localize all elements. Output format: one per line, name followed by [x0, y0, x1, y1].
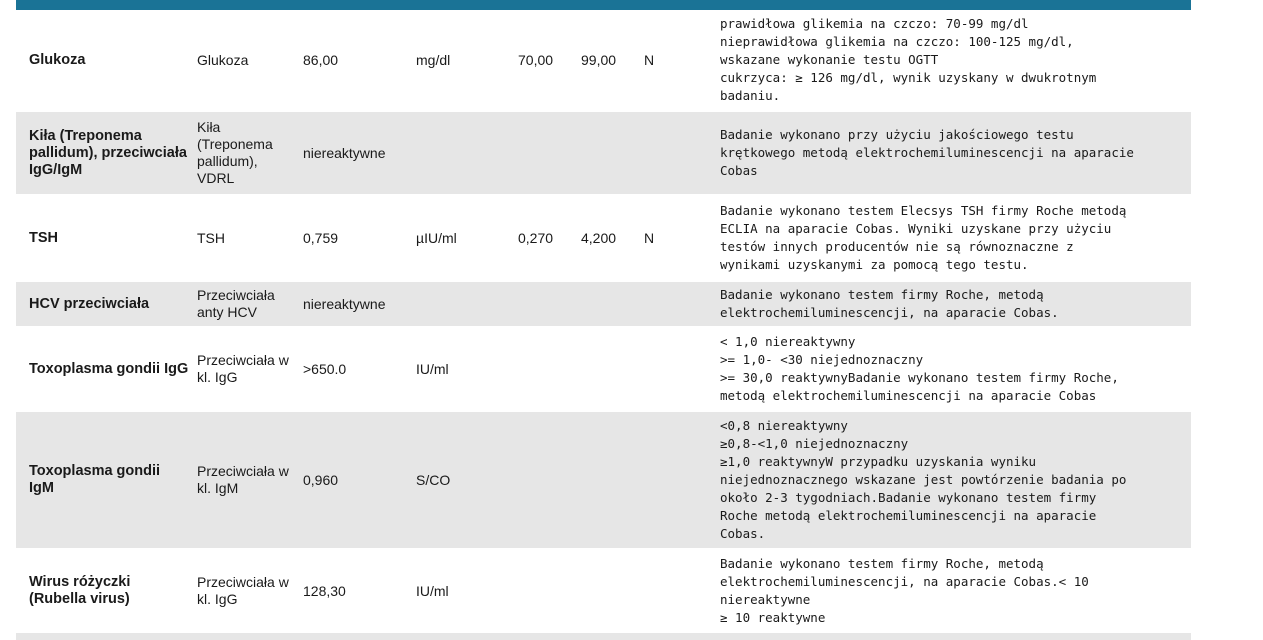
test-parameter: Przeciwciała w kl. IgM: [197, 463, 289, 496]
test-description: Badanie wykonano przy użyciu jakościowego testu krętkowego metodą elektrochemiluminescencji na aparacie Cobas: [720, 127, 1134, 178]
range-high: [581, 328, 636, 410]
norm-flag: [644, 282, 684, 326]
range-low: [518, 282, 573, 326]
range-low: [518, 328, 573, 410]
test-result: niereaktywne: [303, 295, 386, 312]
test-result: 86,00: [303, 51, 339, 68]
range-high: [581, 112, 636, 194]
test-description: Badanie wykonano testem Elecsys TSH firmy Roche metodą ECLIA na aparacie Cobas. Wyniki uzyskane przy użyciu testów innych producentów nie są równoznaczne z wynikami uzyskanymi za pomocą tego testu.: [720, 203, 1127, 272]
test-result: niereaktywne: [303, 144, 386, 161]
test-parameter: Przeciwciała anty HCV: [197, 287, 275, 320]
test-parameter: Przeciwciała w kl. IgG: [197, 574, 289, 607]
test-description: Badanie wykonano testem firmy Roche, metodą elektrochemiluminescencji, na aparacie Cobas.< 10 niereaktywne ≥ 10 reaktywne: [720, 556, 1089, 625]
table-row: [16, 328, 1191, 412]
test-description: Badanie wykonano testem firmy Roche, metodą elektrochemiluminescencji, na aparacie Cobas.: [720, 287, 1059, 320]
test-parameter: Kiła (Treponema pallidum), VDRL: [197, 119, 273, 186]
test-unit: µIU/ml: [416, 229, 457, 246]
test-unit: mg/dl: [416, 51, 451, 68]
range-high: [581, 282, 636, 326]
test-name: Toxoplasma gondii IgG: [29, 360, 189, 377]
norm-flag: [644, 550, 684, 632]
test-unit: IU/ml: [416, 360, 449, 377]
test-name: Wirus różyczki (Rubella virus): [29, 574, 131, 607]
range-low: 0,270: [518, 229, 554, 246]
test-parameter: Przeciwciała w kl. IgG: [197, 352, 289, 385]
norm-flag: [644, 112, 684, 194]
results-table: [16, 10, 1191, 634]
table-row: [16, 196, 1191, 282]
test-description: <0,8 niereaktywny ≥0,8-<1,0 niejednoznaczny ≥1,0 reaktywnyW przypadku uzyskania wyniku niejednoznacznego wskazane jest powtórzenie badania po około 2-3 tygodniach.Badanie wykonano testem firmy Roche metodą elektrochemiluminescencji na aparacie Cobas.: [720, 418, 1127, 541]
table-row: [16, 10, 1191, 112]
norm-flag: N: [644, 51, 655, 68]
norm-flag: N: [644, 229, 655, 246]
next-row-edge: [16, 633, 1191, 640]
test-result: 128,30: [303, 582, 346, 599]
range-low: 70,00: [518, 51, 554, 68]
test-unit: [416, 112, 511, 194]
table-row: [16, 282, 1191, 328]
test-unit: IU/ml: [416, 582, 449, 599]
test-result: >650.0: [303, 360, 347, 377]
test-name: Kiła (Treponema pallidum), przeciwciała IgG/IgM: [29, 127, 187, 178]
norm-flag: [644, 412, 684, 548]
table-row: [16, 112, 1191, 196]
range-high: 99,00: [581, 51, 617, 68]
test-parameter: Glukoza: [197, 51, 249, 68]
test-name: HCV przeciwciała: [29, 295, 150, 312]
table-header-bar: [16, 0, 1191, 10]
test-description: prawidłowa glikemia na czczo: 70-99 mg/dl nieprawidłowa glikemia na czczo: 100-125 mg/dl, wskazane wykonanie testu OGTT cukrzyca: ≥ 126 mg/dl, wynik uzyskany w dwukrotnym badaniu.: [720, 16, 1097, 103]
range-high: [581, 412, 636, 548]
range-high: 4,200: [581, 229, 617, 246]
range-low: [518, 412, 573, 548]
test-name: Toxoplasma gondii IgM: [29, 463, 161, 496]
test-parameter: TSH: [197, 229, 225, 246]
test-name: Glukoza: [29, 51, 86, 68]
range-low: [518, 112, 573, 194]
range-high: [581, 550, 636, 632]
range-low: [518, 550, 573, 632]
test-name: TSH: [29, 229, 58, 246]
test-unit: S/CO: [416, 471, 451, 488]
norm-flag: [644, 328, 684, 410]
table-row: [16, 412, 1191, 550]
test-result: 0,960: [303, 471, 339, 488]
table-row: [16, 550, 1191, 634]
test-unit: [416, 282, 511, 326]
test-description: < 1,0 niereaktywny >= 1,0- <30 niejednoznaczny >= 30,0 reaktywnyBadanie wykonano testem firmy Roche, metodą elektrochemiluminescencji na aparacie Cobas: [720, 334, 1119, 403]
test-result: 0,759: [303, 229, 339, 246]
